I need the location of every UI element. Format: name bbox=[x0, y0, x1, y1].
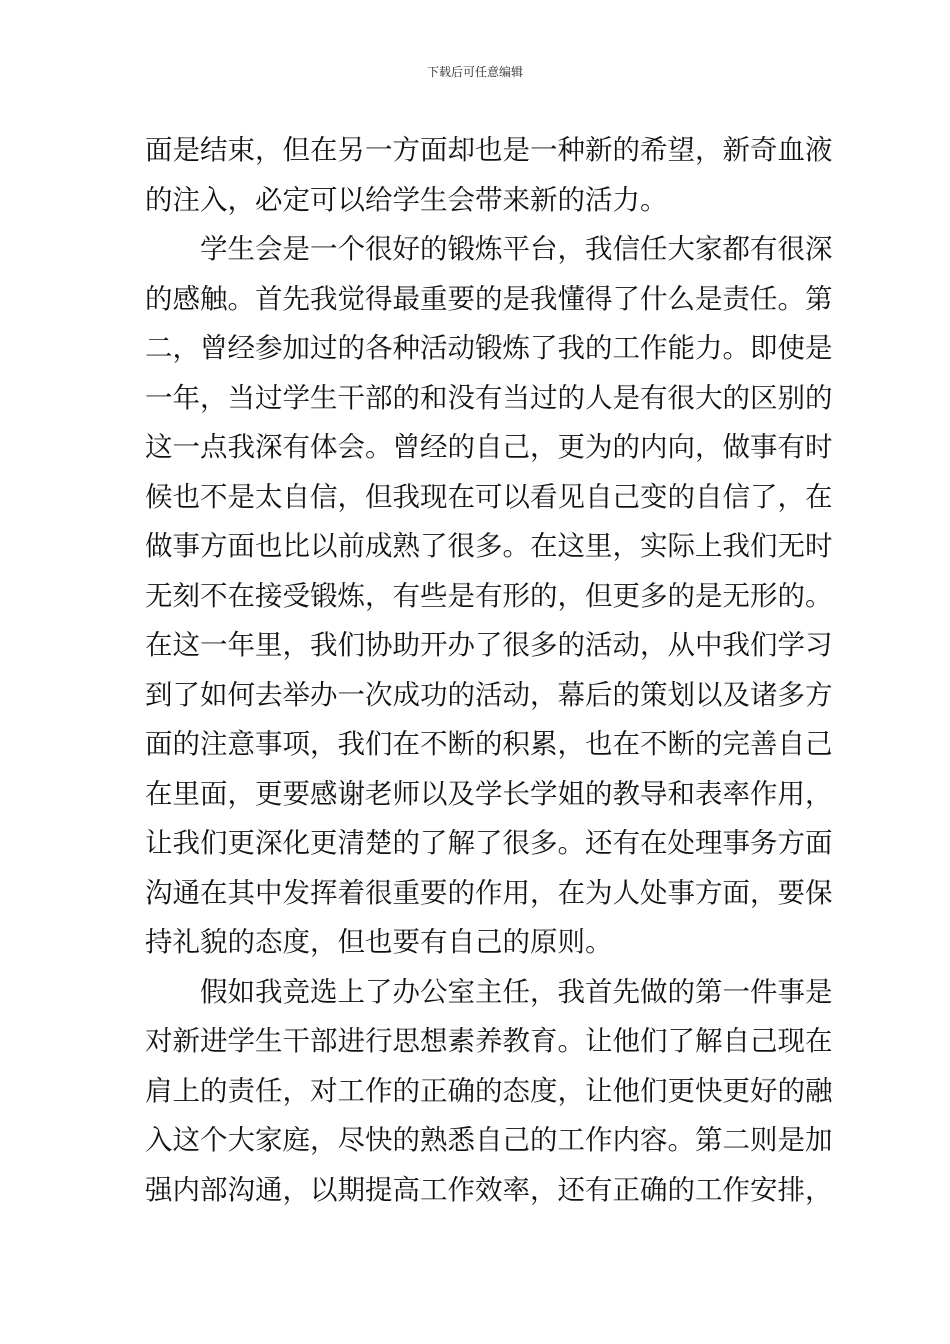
text-line: 在这一年里，我们协助开办了很多的活动，从中我们学习 bbox=[145, 629, 833, 661]
text-line: 的注入，必定可以给学生会带来新的活力。 bbox=[145, 183, 668, 216]
text-line: 强内部沟通，以期提高工作效率，还有正确的工作安排， bbox=[145, 1173, 833, 1206]
text-line: 在里面，更要感谢老师以及学长学姐的教导和表率作用， bbox=[145, 777, 833, 810]
text-line: 肩上的责任，对工作的正确的态度，让他们更快更好的融 bbox=[145, 1074, 833, 1107]
text-line: 候也不是太自信，但我现在可以看见自己变的自信了，在 bbox=[145, 480, 833, 513]
text-line: 一年，当过学生干部的和没有当过的人是有很大的区别的 bbox=[145, 381, 833, 414]
page-header-caption: 下载后可任意编辑 bbox=[426, 65, 523, 79]
text-line: 学生会是一个很好的锻炼平台，我信任大家都有很深 bbox=[200, 233, 833, 265]
text-line: 到了如何去举办一次成功的活动，幕后的策划以及诸多方 bbox=[145, 678, 833, 711]
text-line: 二，曾经参加过的各种活动锻炼了我的工作能力。即使是 bbox=[145, 332, 833, 364]
text-line: 持礼貌的态度，但也要有自己的原则。 bbox=[145, 926, 613, 958]
text-line: 这一点我深有体会。曾经的自己，更为的内向，做事有时 bbox=[145, 431, 833, 463]
text-line: 面是结束，但在另一方面却也是一种新的希望，新奇血液 bbox=[145, 134, 833, 166]
text-line: 的感触。首先我觉得最重要的是我懂得了什么是责任。第 bbox=[145, 282, 833, 315]
text-line: 入这个大家庭，尽快的熟悉自己的工作内容。第二则是加 bbox=[145, 1124, 833, 1156]
paragraph-3 bbox=[145, 968, 833, 1216]
text-line: 沟通在其中发挥着很重要的作用，在为人处事方面，要保 bbox=[145, 876, 833, 909]
text-line: 面的注意事项，我们在不断的积累，也在不断的完善自己 bbox=[145, 728, 833, 760]
text-line: 假如我竞选上了办公室主任，我首先做的第一件事是 bbox=[200, 975, 833, 1008]
paragraph-2 bbox=[145, 225, 833, 968]
paragraph-1 bbox=[145, 126, 833, 225]
text-line: 无刻不在接受锻炼，有些是有形的，但更多的是无形的。 bbox=[145, 579, 833, 612]
document-body bbox=[145, 126, 833, 1215]
text-line: 对新进学生干部进行思想素养教育。让他们了解自己现在 bbox=[145, 1025, 833, 1057]
text-line: 做事方面也比以前成熟了很多。在这里，实际上我们无时 bbox=[145, 530, 833, 562]
text-line: 让我们更深化更清楚的了解了很多。还有在处理事务方面 bbox=[145, 827, 833, 859]
